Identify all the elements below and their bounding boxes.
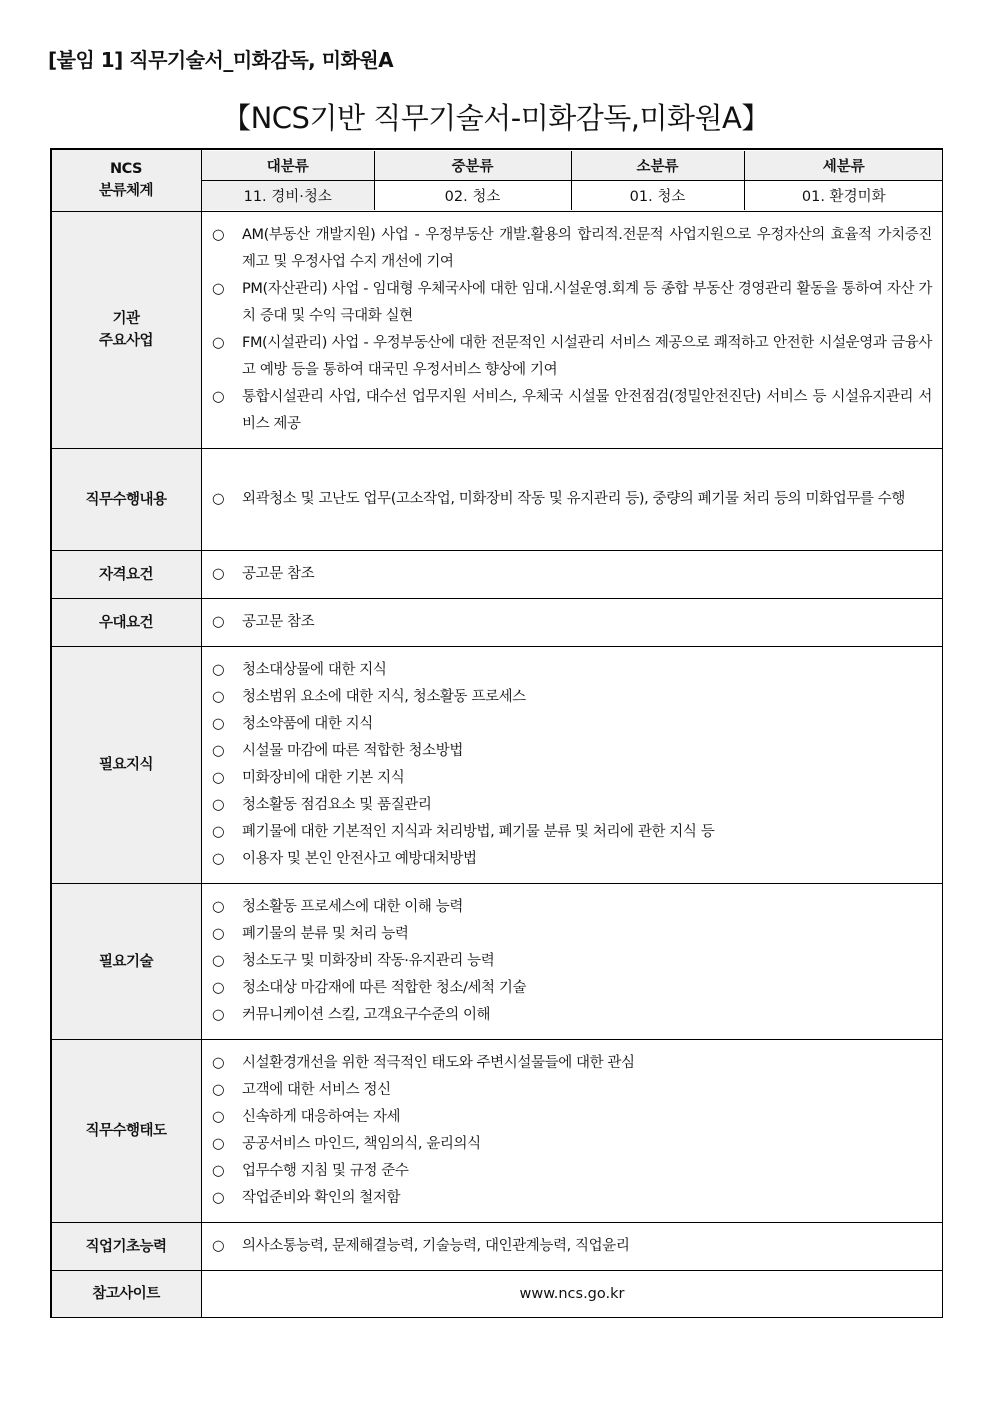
circle-bullet-icon: ○ <box>212 566 225 582</box>
list-item <box>212 561 932 588</box>
list-item-text: 업무수행 지침 및 규정 준수 <box>242 1163 409 1179</box>
basic-ability-label: 직업기초능력 <box>51 1223 202 1271</box>
list-item <box>212 1002 932 1029</box>
qualification-label: 자격요건 <box>51 551 202 599</box>
list-item-text: 이용자 및 본인 안전사고 예방대처방법 <box>242 851 477 867</box>
list-item <box>212 948 932 975</box>
knowledge-label: 필요지식 <box>51 647 202 884</box>
job-description-table <box>50 148 943 1318</box>
circle-bullet-icon: ○ <box>212 899 225 915</box>
basic-ability-list <box>202 1229 942 1264</box>
ncs-header-major: 대분류 <box>202 151 374 181</box>
list-item <box>212 846 932 873</box>
circle-bullet-icon: ○ <box>212 1082 225 1098</box>
list-item-text: FM(시설관리) 사업 - 우정부동산에 대한 전문적인 시설관리 서비스 제공으로 쾌적하고 안전한 시설운영과 금융사고 예방 등을 통하여 대국민 우정서비스 향상에 기여 <box>242 335 932 378</box>
basic-ability-content <box>202 1223 943 1271</box>
knowledge-content <box>202 647 943 884</box>
circle-bullet-icon: ○ <box>212 281 225 297</box>
ncs-label-line2: 분류체계 <box>98 183 154 199</box>
attitude-label: 직무수행태도 <box>51 1040 202 1223</box>
preference-list <box>202 605 942 640</box>
document-title: 【NCS기반 직무기술서-미화감독,미화원A】 <box>222 101 770 135</box>
duties-row <box>51 449 943 551</box>
list-item <box>212 738 932 765</box>
basic-ability-row <box>51 1223 943 1271</box>
list-item-text: 시설물 마감에 따른 적합한 청소방법 <box>242 743 463 759</box>
preference-row <box>51 599 943 647</box>
circle-bullet-icon: ○ <box>212 1190 225 1206</box>
list-item-text: 공고문 참조 <box>242 566 315 582</box>
circle-bullet-icon: ○ <box>212 389 225 405</box>
attitude-list <box>202 1042 942 1220</box>
circle-bullet-icon: ○ <box>212 980 225 996</box>
attitude-content <box>202 1040 943 1223</box>
list-item-text: 폐기물의 분류 및 처리 능력 <box>242 926 409 942</box>
list-item-text: 폐기물에 대한 기본적인 지식과 처리방법, 폐기물 분류 및 처리에 관한 지식 등 <box>242 824 715 840</box>
knowledge-row <box>51 647 943 884</box>
list-item <box>212 792 932 819</box>
circle-bullet-icon: ○ <box>212 851 225 867</box>
list-item <box>212 1077 932 1104</box>
list-item <box>212 384 932 438</box>
list-item-text: 고객에 대한 서비스 정신 <box>242 1082 391 1098</box>
ncs-label-line1: NCS <box>110 161 142 177</box>
list-item <box>212 1131 932 1158</box>
list-item-text: 공고문 참조 <box>242 614 315 630</box>
list-item-text: 작업준비와 확인의 철저함 <box>242 1190 401 1206</box>
list-item <box>212 921 932 948</box>
reference-label: 참고사이트 <box>51 1271 202 1318</box>
reference-row <box>51 1271 943 1318</box>
ncs-row <box>51 149 943 212</box>
list-item <box>212 276 932 330</box>
ncs-value-minor: 01. 청소 <box>571 180 744 210</box>
circle-bullet-icon: ○ <box>212 614 225 630</box>
list-item-text: 청소범위 요소에 대한 지식, 청소활동 프로세스 <box>242 689 526 705</box>
circle-bullet-icon: ○ <box>212 926 225 942</box>
list-item-text: 청소활동 점검요소 및 품질관리 <box>242 797 432 813</box>
list-item <box>212 1158 932 1185</box>
circle-bullet-icon: ○ <box>212 491 225 507</box>
qualification-row <box>51 551 943 599</box>
attitude-row <box>51 1040 943 1223</box>
preference-label: 우대요건 <box>51 599 202 647</box>
list-item <box>212 819 932 846</box>
qualification-list <box>202 557 942 592</box>
circle-bullet-icon: ○ <box>212 797 225 813</box>
list-item-text: 외곽청소 및 고난도 업무(고소작업, 미화장비 작동 및 유지관리 등), 중량의 폐기물 처리 등의 미화업무를 수행 <box>242 491 905 507</box>
circle-bullet-icon: ○ <box>212 770 225 786</box>
list-item <box>212 894 932 921</box>
skills-list <box>202 886 942 1037</box>
list-item-text: PM(자산관리) 사업 - 임대형 우체국사에 대한 임대.시설운영.회계 등 종합 부동산 경영관리 활동을 통하여 자산 가치 증대 및 수익 극대화 실현 <box>242 281 932 324</box>
circle-bullet-icon: ○ <box>212 689 225 705</box>
ncs-value-middle: 02. 청소 <box>374 180 571 210</box>
list-item-text: 청소대상 마감재에 따른 적합한 청소/세척 기술 <box>242 980 527 996</box>
list-item-text: 공공서비스 마인드, 책임의식, 윤리의식 <box>242 1136 481 1152</box>
list-item <box>212 1104 932 1131</box>
ncs-value-detail: 01. 환경미화 <box>744 180 943 210</box>
list-item <box>212 684 932 711</box>
duties-label: 직무수행내용 <box>51 449 202 551</box>
circle-bullet-icon: ○ <box>212 227 225 243</box>
list-item <box>212 1185 932 1212</box>
circle-bullet-icon: ○ <box>212 1055 225 1071</box>
skills-row <box>51 884 943 1040</box>
list-item <box>212 609 932 636</box>
circle-bullet-icon: ○ <box>212 1238 225 1254</box>
list-item-text: 신속하게 대응하여는 자세 <box>242 1109 401 1125</box>
attachment-heading: [붙임 1] 직무기술서_미화감독, 미화원A <box>48 48 394 72</box>
ncs-classification-table <box>202 151 943 210</box>
business-label-line2: 주요사업 <box>98 333 154 349</box>
list-item-text: 청소도구 및 미화장비 작동·유지관리 능력 <box>242 953 495 969</box>
duties-list <box>202 478 942 521</box>
ncs-classification <box>202 149 943 212</box>
list-item <box>212 1050 932 1077</box>
circle-bullet-icon: ○ <box>212 743 225 759</box>
circle-bullet-icon: ○ <box>212 1163 225 1179</box>
list-item <box>212 765 932 792</box>
list-item <box>212 657 932 684</box>
list-item-text: 청소활동 프로세스에 대한 이해 능력 <box>242 899 463 915</box>
qualification-content <box>202 551 943 599</box>
list-item <box>212 975 932 1002</box>
business-label-line1: 기관 <box>112 311 140 327</box>
ncs-label <box>51 149 202 212</box>
business-content <box>202 212 943 449</box>
list-item <box>212 486 932 513</box>
skills-content <box>202 884 943 1040</box>
list-item <box>212 1233 932 1260</box>
list-item <box>212 330 932 384</box>
list-item-text: 의사소통능력, 문제해결능력, 기술능력, 대인관계능력, 직업윤리 <box>242 1238 630 1254</box>
duties-content <box>202 449 943 551</box>
business-label <box>51 212 202 449</box>
circle-bullet-icon: ○ <box>212 1109 225 1125</box>
ncs-header-detail: 세분류 <box>744 151 943 181</box>
reference-url[interactable]: www.ncs.go.kr <box>202 1271 943 1318</box>
business-row <box>51 212 943 449</box>
list-item-text: AM(부동산 개발지원) 사업 - 우정부동산 개발.활용의 합리적.전문적 사업지원으로 우정자산의 효율적 가치증진 제고 및 우정사업 수지 개선에 기여 <box>242 227 932 270</box>
list-item-text: 커뮤니케이션 스킬, 고객요구수준의 이해 <box>242 1007 491 1023</box>
preference-content <box>202 599 943 647</box>
list-item-text: 통합시설관리 사업, 대수선 업무지원 서비스, 우체국 시설물 안전점검(정밀안전진단) 서비스 등 시설유지관리 서비스 제공 <box>242 389 932 432</box>
list-item <box>212 222 932 276</box>
knowledge-list <box>202 649 942 881</box>
circle-bullet-icon: ○ <box>212 335 225 351</box>
skills-label: 필요기술 <box>51 884 202 1040</box>
list-item <box>212 711 932 738</box>
ncs-value-major: 11. 경비·청소 <box>202 180 374 210</box>
ncs-header-minor: 소분류 <box>571 151 744 181</box>
list-item-text: 미화장비에 대한 기본 지식 <box>242 770 405 786</box>
circle-bullet-icon: ○ <box>212 662 225 678</box>
circle-bullet-icon: ○ <box>212 716 225 732</box>
circle-bullet-icon: ○ <box>212 953 225 969</box>
circle-bullet-icon: ○ <box>212 1136 225 1152</box>
circle-bullet-icon: ○ <box>212 824 225 840</box>
list-item-text: 청소대상물에 대한 지식 <box>242 662 387 678</box>
business-list <box>202 214 942 446</box>
circle-bullet-icon: ○ <box>212 1007 225 1023</box>
list-item-text: 청소약품에 대한 지식 <box>242 716 373 732</box>
list-item-text: 시설환경개선을 위한 적극적인 태도와 주변시설물들에 대한 관심 <box>242 1055 635 1071</box>
ncs-header-middle: 중분류 <box>374 151 571 181</box>
